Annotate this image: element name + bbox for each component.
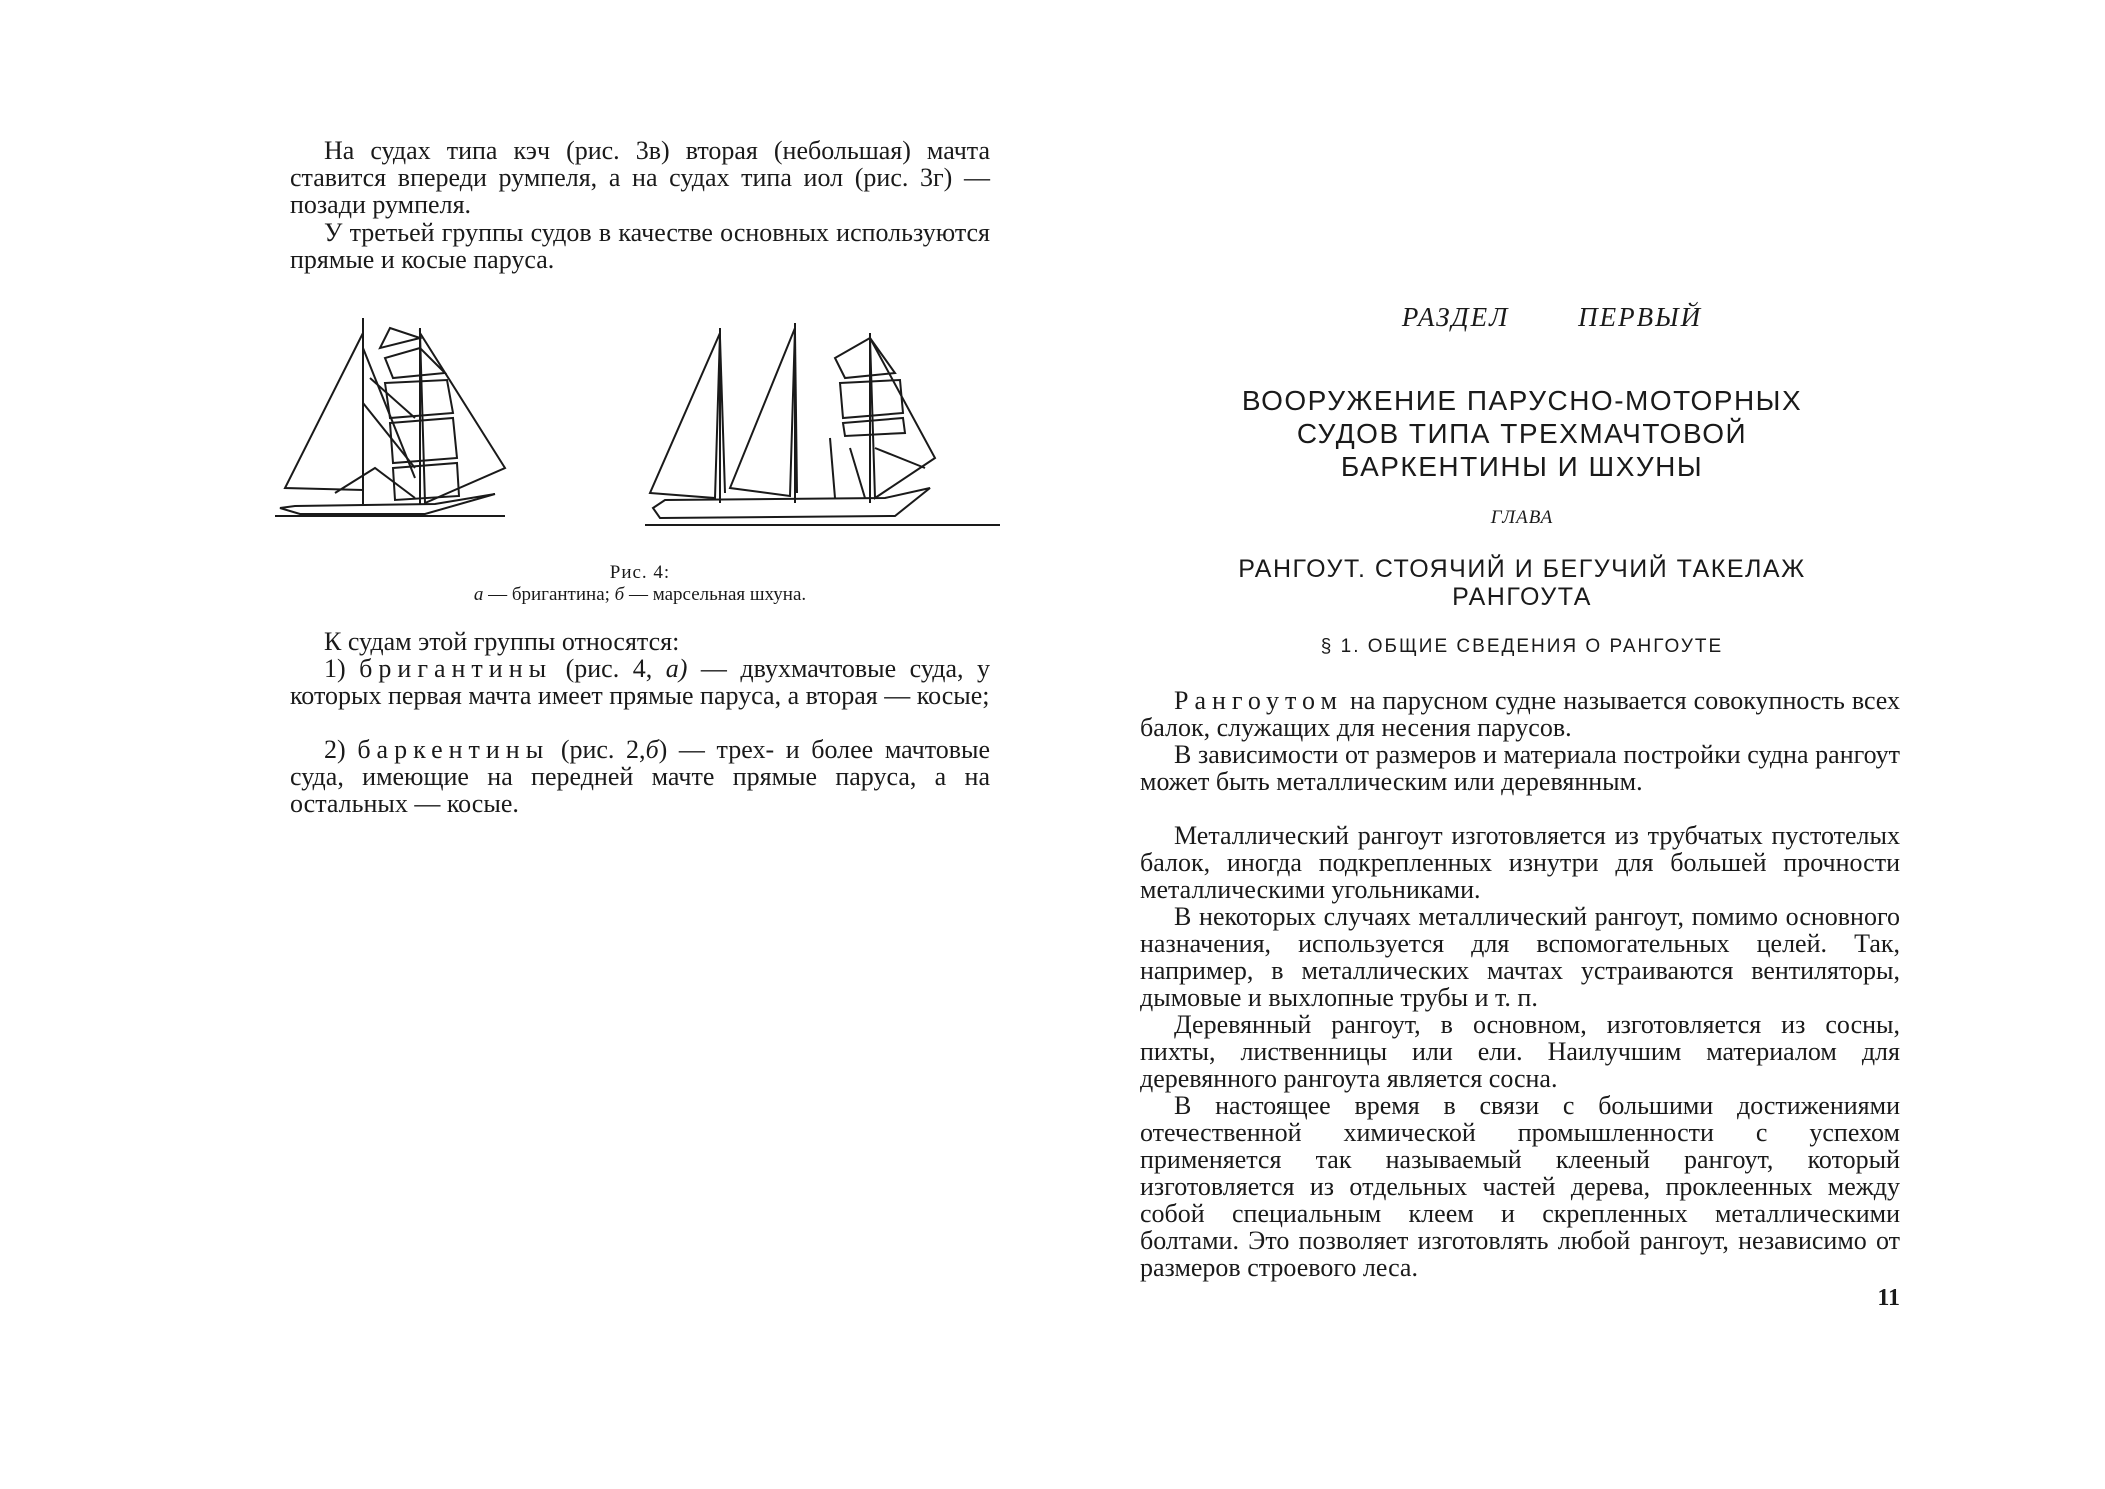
- topsail-schooner-drawing: [645, 323, 1000, 525]
- paragraph-metal-rangout: Металлический рангоут изготовляется из трубчатых пустотелых балок, иногда подкрепленных изнутри для большей прочности металлическими угольниками.: [1140, 821, 1900, 904]
- part-title-line: БАРКЕНТИНЫ И ШХУНЫ: [1340, 451, 1704, 482]
- figure-sailing-ships: [275, 318, 1005, 538]
- part-title: [1152, 384, 1892, 483]
- part-heading: РАЗДЕЛ ПЕРВЫЙ: [1401, 302, 1703, 332]
- chapter-title-line: РАНГОУТА: [1452, 583, 1592, 611]
- paragraph-material: В зависимости от размеров и материала постройки судна рангоут может быть металлическим или деревянным.: [1140, 740, 1900, 796]
- section-title: § 1. ОБЩИЕ СВЕДЕНИЯ О РАНГОУТЕ: [1320, 636, 1724, 657]
- list-item-barquentines: 2) баркентины (рис. 2,б) — трех- и более мачтовые суда, имеющие на передней мачте прямые паруса, а на остальных — косые.: [290, 735, 990, 818]
- figure-caption-title: Рис. 4:: [609, 562, 671, 583]
- paragraph-auxiliary-use: В некоторых случаях металлический рангоут, помимо основного назначения, используется для вспомогательных целей. Так, например, в металлических мачтах устраиваются вентиляторы, дымовые и выхлопные трубы и т. п.: [1140, 902, 1900, 1012]
- paragraph-third-group: У третьей группы судов в качестве основных используются прямые и косые паруса.: [290, 218, 990, 274]
- list-item-brigantines: 1) бригантины (рис. 4, а) — двухмачтовые суда, у которых первая мачта имеет прямые паруса, а вторая — косые;: [290, 654, 990, 710]
- left-page: [0, 0, 1052, 1489]
- brigantine-drawing: [275, 318, 505, 516]
- part-title-line: ВООРУЖЕНИЕ ПАРУСНО-МОТОРНЫХ: [1241, 385, 1803, 416]
- chapter-title: [1152, 555, 1892, 611]
- chapter-title-line: РАНГОУТ. СТОЯЧИЙ И БЕГУЧИЙ ТАКЕЛАЖ: [1238, 555, 1806, 583]
- ship-illustrations: [275, 318, 1005, 538]
- figure-caption: а — бригантина; б — марсельная шхуна.: [473, 584, 807, 605]
- chapter-label: ГЛАВА: [1490, 507, 1554, 528]
- part-title-line: СУДОВ ТИПА ТРЕХМАЧТОВОЙ: [1296, 418, 1748, 449]
- paragraph-wood-rangout: Деревянный рангоут, в основном, изготовляется из сосны, пихты, лиственницы или ели. Наилучшим материалом для деревянного рангоута является сосна.: [1140, 1010, 1900, 1093]
- paragraph-ketch-yawl: На судах типа кэч (рис. 3в) вторая (небольшая) мачта ставится впереди румпеля, а на судах типа иол (рис. 3г) — позади румпеля.: [290, 136, 990, 219]
- right-page: [1052, 0, 2105, 1489]
- paragraph-glued-rangout: В настоящее время в связи с большими достижениями отечественной химической промышленности с успехом применяется так называемый клееный рангоут, который изготовляется из отдельных частей дерева, проклеенных между собой специальным клеем и скрепленных металлическими болтами. Это позволяет изготовлять любой рангоут, независимо от размеров строевого леса.: [1140, 1091, 1900, 1282]
- page-number: 11: [1877, 1285, 1900, 1311]
- paragraph-rangout-definition: Рангоутом на парусном судне называется совокупность всех балок, служащих для несения парусов.: [1140, 686, 1900, 742]
- paragraph-group-intro: К судам этой группы относятся:: [324, 627, 680, 656]
